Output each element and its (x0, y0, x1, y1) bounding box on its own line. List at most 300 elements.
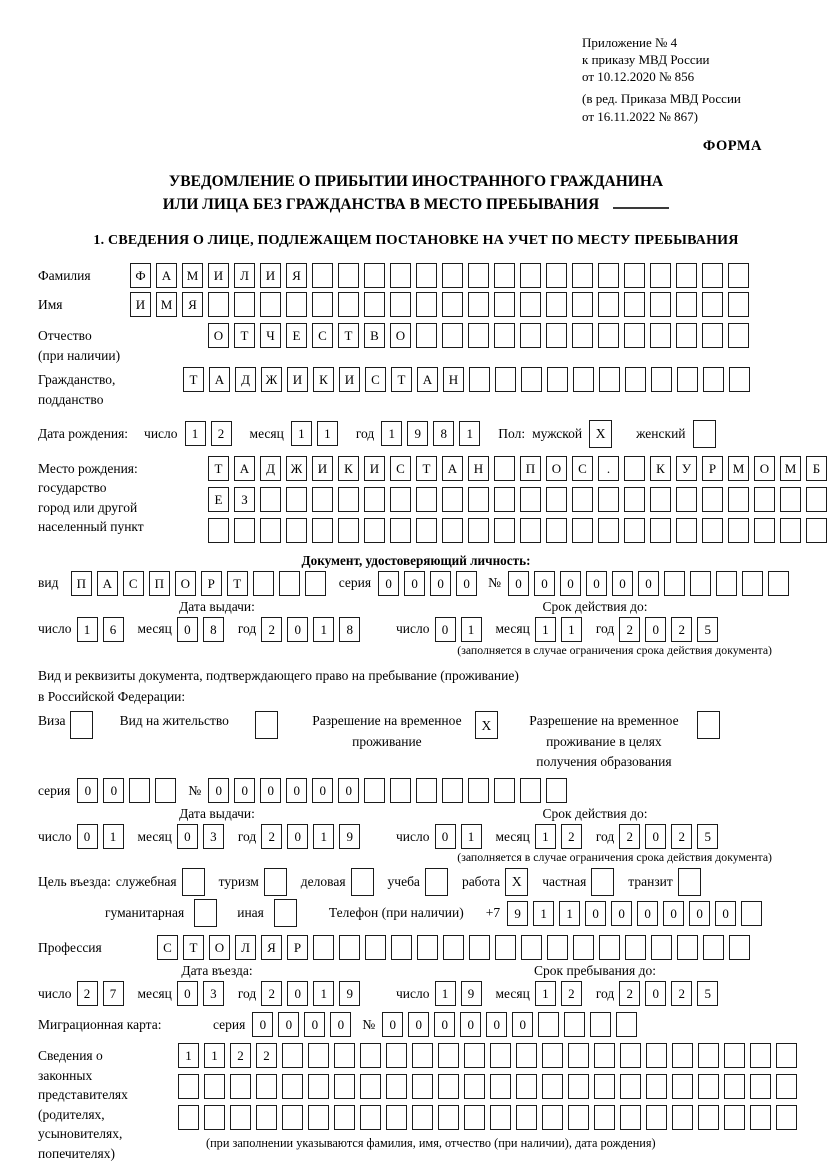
char-cell[interactable]: 0 (287, 824, 308, 849)
char-cell[interactable] (780, 487, 801, 512)
char-cell[interactable] (521, 935, 542, 960)
char-cell[interactable] (520, 518, 541, 543)
char-cell[interactable] (464, 1043, 485, 1068)
char-cell[interactable]: 6 (103, 617, 124, 642)
char-cell[interactable]: Ж (286, 456, 307, 481)
char-cell[interactable] (339, 935, 360, 960)
char-cell[interactable] (364, 518, 385, 543)
char-cell[interactable]: Д (235, 367, 256, 392)
char-cell[interactable] (650, 518, 671, 543)
char-cell[interactable]: 2 (261, 617, 282, 642)
char-cell[interactable]: А (209, 367, 230, 392)
char-cell[interactable]: 2 (671, 981, 692, 1006)
char-cell[interactable] (260, 518, 281, 543)
char-cell[interactable]: 0 (177, 981, 198, 1006)
char-cell[interactable]: 0 (508, 571, 529, 596)
char-cell[interactable] (442, 323, 463, 348)
char-cell[interactable] (594, 1105, 615, 1130)
char-cell[interactable] (468, 518, 489, 543)
char-cell[interactable] (312, 263, 333, 288)
char-cell[interactable] (494, 778, 515, 803)
char-cell[interactable]: 0 (382, 1012, 403, 1037)
char-cell[interactable]: Л (235, 935, 256, 960)
char-cell[interactable]: 5 (697, 617, 718, 642)
char-cell[interactable]: Е (286, 323, 307, 348)
char-cell[interactable]: Т (391, 367, 412, 392)
char-cell[interactable]: 1 (435, 981, 456, 1006)
char-cell[interactable] (416, 487, 437, 512)
char-cell[interactable] (741, 901, 762, 926)
char-cell[interactable] (390, 518, 411, 543)
char-cell[interactable]: 2 (561, 981, 582, 1006)
checkbox-cell[interactable] (70, 711, 93, 739)
char-cell[interactable]: 0 (585, 901, 606, 926)
char-cell[interactable] (308, 1043, 329, 1068)
char-cell[interactable] (572, 487, 593, 512)
char-cell[interactable] (724, 1074, 745, 1099)
char-cell[interactable] (520, 263, 541, 288)
char-cell[interactable]: К (338, 456, 359, 481)
char-cell[interactable] (282, 1105, 303, 1130)
char-cell[interactable] (516, 1074, 537, 1099)
char-cell[interactable] (416, 292, 437, 317)
char-cell[interactable]: П (149, 571, 170, 596)
char-cell[interactable] (729, 367, 750, 392)
char-cell[interactable] (702, 518, 723, 543)
char-cell[interactable] (208, 518, 229, 543)
char-cell[interactable] (442, 518, 463, 543)
char-cell[interactable] (520, 323, 541, 348)
char-cell[interactable]: 0 (586, 571, 607, 596)
char-cell[interactable]: Ж (261, 367, 282, 392)
char-cell[interactable]: 0 (404, 571, 425, 596)
char-cell[interactable]: Д (260, 456, 281, 481)
char-cell[interactable]: 1 (204, 1043, 225, 1068)
char-cell[interactable]: С (390, 456, 411, 481)
char-cell[interactable] (364, 778, 385, 803)
char-cell[interactable]: 0 (234, 778, 255, 803)
checkbox-cell[interactable] (351, 868, 374, 896)
char-cell[interactable]: И (130, 292, 151, 317)
char-cell[interactable]: А (97, 571, 118, 596)
char-cell[interactable] (546, 323, 567, 348)
char-cell[interactable]: Ч (260, 323, 281, 348)
char-cell[interactable]: 0 (260, 778, 281, 803)
char-cell[interactable] (360, 1043, 381, 1068)
char-cell[interactable] (599, 367, 620, 392)
char-cell[interactable]: Р (201, 571, 222, 596)
checkbox-cell[interactable] (697, 711, 720, 739)
checkbox-cell[interactable]: X (589, 420, 612, 448)
char-cell[interactable] (624, 263, 645, 288)
char-cell[interactable] (768, 571, 789, 596)
char-cell[interactable]: 2 (261, 981, 282, 1006)
char-cell[interactable] (360, 1074, 381, 1099)
char-cell[interactable] (547, 367, 568, 392)
char-cell[interactable] (651, 367, 672, 392)
char-cell[interactable] (438, 1105, 459, 1130)
char-cell[interactable] (390, 263, 411, 288)
char-cell[interactable] (546, 292, 567, 317)
char-cell[interactable] (650, 263, 671, 288)
char-cell[interactable] (624, 323, 645, 348)
char-cell[interactable] (568, 1105, 589, 1130)
char-cell[interactable] (776, 1043, 797, 1068)
checkbox-cell[interactable] (255, 711, 278, 739)
char-cell[interactable] (546, 778, 567, 803)
char-cell[interactable] (728, 487, 749, 512)
char-cell[interactable]: 0 (512, 1012, 533, 1037)
char-cell[interactable] (728, 518, 749, 543)
char-cell[interactable]: 0 (330, 1012, 351, 1037)
char-cell[interactable]: 1 (313, 981, 334, 1006)
char-cell[interactable]: 0 (637, 901, 658, 926)
char-cell[interactable] (155, 778, 176, 803)
char-cell[interactable] (546, 263, 567, 288)
char-cell[interactable] (677, 367, 698, 392)
char-cell[interactable] (724, 1105, 745, 1130)
char-cell[interactable]: 0 (286, 778, 307, 803)
char-cell[interactable]: 2 (211, 421, 232, 446)
char-cell[interactable]: Т (227, 571, 248, 596)
char-cell[interactable]: 7 (103, 981, 124, 1006)
char-cell[interactable] (625, 935, 646, 960)
char-cell[interactable]: Б (806, 456, 827, 481)
char-cell[interactable]: Т (183, 367, 204, 392)
char-cell[interactable]: Н (443, 367, 464, 392)
char-cell[interactable] (780, 518, 801, 543)
char-cell[interactable]: С (157, 935, 178, 960)
char-cell[interactable] (676, 323, 697, 348)
char-cell[interactable]: 0 (287, 617, 308, 642)
char-cell[interactable] (624, 456, 645, 481)
char-cell[interactable]: 1 (313, 617, 334, 642)
char-cell[interactable] (572, 323, 593, 348)
char-cell[interactable]: 8 (203, 617, 224, 642)
char-cell[interactable] (677, 935, 698, 960)
char-cell[interactable] (650, 487, 671, 512)
char-cell[interactable] (386, 1105, 407, 1130)
char-cell[interactable] (646, 1074, 667, 1099)
char-cell[interactable] (646, 1105, 667, 1130)
char-cell[interactable] (754, 487, 775, 512)
char-cell[interactable] (620, 1074, 641, 1099)
char-cell[interactable] (204, 1074, 225, 1099)
char-cell[interactable] (599, 935, 620, 960)
char-cell[interactable] (313, 935, 334, 960)
char-cell[interactable] (495, 935, 516, 960)
char-cell[interactable] (516, 1043, 537, 1068)
char-cell[interactable] (598, 292, 619, 317)
char-cell[interactable] (542, 1043, 563, 1068)
char-cell[interactable] (468, 263, 489, 288)
char-cell[interactable] (598, 263, 619, 288)
char-cell[interactable] (442, 263, 463, 288)
char-cell[interactable]: К (650, 456, 671, 481)
char-cell[interactable]: 9 (339, 824, 360, 849)
char-cell[interactable]: С (123, 571, 144, 596)
char-cell[interactable] (286, 487, 307, 512)
char-cell[interactable] (365, 935, 386, 960)
char-cell[interactable] (728, 263, 749, 288)
char-cell[interactable] (129, 778, 150, 803)
char-cell[interactable] (728, 323, 749, 348)
char-cell[interactable]: И (312, 456, 333, 481)
char-cell[interactable] (438, 1074, 459, 1099)
char-cell[interactable] (286, 518, 307, 543)
char-cell[interactable] (806, 487, 827, 512)
char-cell[interactable]: 0 (430, 571, 451, 596)
char-cell[interactable] (625, 367, 646, 392)
char-cell[interactable] (716, 571, 737, 596)
char-cell[interactable]: А (442, 456, 463, 481)
checkbox-cell[interactable] (194, 899, 217, 927)
char-cell[interactable] (204, 1105, 225, 1130)
char-cell[interactable] (412, 1074, 433, 1099)
char-cell[interactable] (338, 263, 359, 288)
char-cell[interactable] (598, 323, 619, 348)
char-cell[interactable]: 1 (77, 617, 98, 642)
char-cell[interactable]: О (390, 323, 411, 348)
checkbox-cell[interactable] (182, 868, 205, 896)
char-cell[interactable]: 5 (697, 981, 718, 1006)
char-cell[interactable]: 0 (638, 571, 659, 596)
char-cell[interactable] (260, 292, 281, 317)
char-cell[interactable] (672, 1105, 693, 1130)
char-cell[interactable]: . (598, 456, 619, 481)
char-cell[interactable] (256, 1105, 277, 1130)
char-cell[interactable] (386, 1043, 407, 1068)
char-cell[interactable]: 1 (461, 617, 482, 642)
char-cell[interactable]: О (546, 456, 567, 481)
char-cell[interactable]: Т (234, 323, 255, 348)
char-cell[interactable]: 1 (103, 824, 124, 849)
char-cell[interactable] (703, 367, 724, 392)
char-cell[interactable] (442, 778, 463, 803)
char-cell[interactable]: М (728, 456, 749, 481)
checkbox-cell[interactable] (678, 868, 701, 896)
char-cell[interactable]: 9 (407, 421, 428, 446)
char-cell[interactable]: У (676, 456, 697, 481)
char-cell[interactable] (386, 1074, 407, 1099)
char-cell[interactable] (564, 1012, 585, 1037)
char-cell[interactable] (698, 1105, 719, 1130)
char-cell[interactable] (650, 323, 671, 348)
char-cell[interactable]: К (313, 367, 334, 392)
char-cell[interactable]: 2 (619, 824, 640, 849)
char-cell[interactable] (646, 1043, 667, 1068)
char-cell[interactable]: 0 (534, 571, 555, 596)
char-cell[interactable] (308, 1105, 329, 1130)
char-cell[interactable] (338, 518, 359, 543)
char-cell[interactable] (468, 778, 489, 803)
char-cell[interactable] (416, 518, 437, 543)
char-cell[interactable] (494, 518, 515, 543)
char-cell[interactable] (742, 571, 763, 596)
char-cell[interactable]: О (754, 456, 775, 481)
char-cell[interactable] (538, 1012, 559, 1037)
char-cell[interactable]: 1 (535, 617, 556, 642)
char-cell[interactable] (698, 1074, 719, 1099)
char-cell[interactable]: О (208, 323, 229, 348)
char-cell[interactable] (494, 456, 515, 481)
char-cell[interactable]: 1 (561, 617, 582, 642)
char-cell[interactable] (364, 263, 385, 288)
char-cell[interactable]: 8 (339, 617, 360, 642)
char-cell[interactable] (651, 935, 672, 960)
char-cell[interactable]: 0 (378, 571, 399, 596)
char-cell[interactable] (616, 1012, 637, 1037)
char-cell[interactable]: 2 (230, 1043, 251, 1068)
char-cell[interactable]: О (209, 935, 230, 960)
char-cell[interactable]: Т (338, 323, 359, 348)
char-cell[interactable] (442, 292, 463, 317)
char-cell[interactable] (468, 292, 489, 317)
char-cell[interactable]: 0 (689, 901, 710, 926)
char-cell[interactable]: 0 (611, 901, 632, 926)
char-cell[interactable] (468, 323, 489, 348)
char-cell[interactable] (594, 1043, 615, 1068)
char-cell[interactable] (360, 1105, 381, 1130)
char-cell[interactable]: О (175, 571, 196, 596)
char-cell[interactable]: П (520, 456, 541, 481)
char-cell[interactable]: 2 (77, 981, 98, 1006)
char-cell[interactable]: 3 (203, 981, 224, 1006)
char-cell[interactable]: 1 (461, 824, 482, 849)
char-cell[interactable] (494, 487, 515, 512)
char-cell[interactable]: 2 (671, 824, 692, 849)
char-cell[interactable] (490, 1043, 511, 1068)
char-cell[interactable]: 0 (715, 901, 736, 926)
char-cell[interactable]: И (364, 456, 385, 481)
char-cell[interactable] (754, 518, 775, 543)
char-cell[interactable] (390, 292, 411, 317)
char-cell[interactable] (234, 292, 255, 317)
char-cell[interactable]: 0 (645, 981, 666, 1006)
char-cell[interactable]: Е (208, 487, 229, 512)
char-cell[interactable] (750, 1043, 771, 1068)
char-cell[interactable] (806, 518, 827, 543)
char-cell[interactable]: 1 (533, 901, 554, 926)
char-cell[interactable] (178, 1105, 199, 1130)
char-cell[interactable]: И (260, 263, 281, 288)
char-cell[interactable] (390, 487, 411, 512)
checkbox-cell[interactable]: X (505, 868, 528, 896)
char-cell[interactable]: 2 (619, 617, 640, 642)
char-cell[interactable] (676, 518, 697, 543)
char-cell[interactable]: 2 (256, 1043, 277, 1068)
char-cell[interactable]: 0 (77, 778, 98, 803)
char-cell[interactable] (521, 367, 542, 392)
char-cell[interactable]: А (156, 263, 177, 288)
char-cell[interactable]: С (365, 367, 386, 392)
char-cell[interactable]: З (234, 487, 255, 512)
char-cell[interactable] (620, 1043, 641, 1068)
char-cell[interactable]: 3 (203, 824, 224, 849)
char-cell[interactable]: И (339, 367, 360, 392)
checkbox-cell[interactable] (425, 868, 448, 896)
char-cell[interactable]: 0 (612, 571, 633, 596)
char-cell[interactable] (305, 571, 326, 596)
char-cell[interactable]: 0 (460, 1012, 481, 1037)
char-cell[interactable]: Т (416, 456, 437, 481)
checkbox-cell[interactable] (274, 899, 297, 927)
char-cell[interactable]: 1 (317, 421, 338, 446)
char-cell[interactable]: Н (468, 456, 489, 481)
char-cell[interactable] (702, 292, 723, 317)
char-cell[interactable] (620, 1105, 641, 1130)
char-cell[interactable]: 0 (252, 1012, 273, 1037)
char-cell[interactable] (338, 487, 359, 512)
char-cell[interactable] (542, 1105, 563, 1130)
char-cell[interactable] (468, 487, 489, 512)
char-cell[interactable] (253, 571, 274, 596)
char-cell[interactable] (391, 935, 412, 960)
char-cell[interactable] (416, 778, 437, 803)
char-cell[interactable]: 9 (507, 901, 528, 926)
char-cell[interactable] (208, 292, 229, 317)
char-cell[interactable] (702, 323, 723, 348)
char-cell[interactable]: 0 (338, 778, 359, 803)
char-cell[interactable]: 0 (177, 617, 198, 642)
char-cell[interactable] (676, 263, 697, 288)
char-cell[interactable]: 1 (313, 824, 334, 849)
char-cell[interactable]: 1 (459, 421, 480, 446)
char-cell[interactable] (573, 935, 594, 960)
char-cell[interactable]: 0 (486, 1012, 507, 1037)
char-cell[interactable]: 0 (103, 778, 124, 803)
char-cell[interactable] (260, 487, 281, 512)
char-cell[interactable] (676, 487, 697, 512)
char-cell[interactable]: 0 (304, 1012, 325, 1037)
char-cell[interactable]: 0 (177, 824, 198, 849)
char-cell[interactable] (234, 518, 255, 543)
title-blank-underline[interactable] (613, 195, 669, 209)
char-cell[interactable] (572, 263, 593, 288)
char-cell[interactable] (464, 1074, 485, 1099)
char-cell[interactable] (416, 323, 437, 348)
char-cell[interactable]: 0 (456, 571, 477, 596)
char-cell[interactable] (664, 571, 685, 596)
char-cell[interactable]: Л (234, 263, 255, 288)
char-cell[interactable]: М (156, 292, 177, 317)
char-cell[interactable] (572, 518, 593, 543)
char-cell[interactable]: 0 (278, 1012, 299, 1037)
char-cell[interactable]: И (208, 263, 229, 288)
char-cell[interactable] (724, 1043, 745, 1068)
char-cell[interactable] (312, 292, 333, 317)
char-cell[interactable]: В (364, 323, 385, 348)
char-cell[interactable]: М (780, 456, 801, 481)
char-cell[interactable]: 0 (560, 571, 581, 596)
char-cell[interactable]: С (312, 323, 333, 348)
char-cell[interactable]: Я (286, 263, 307, 288)
char-cell[interactable] (547, 935, 568, 960)
char-cell[interactable] (334, 1074, 355, 1099)
char-cell[interactable]: 1 (535, 981, 556, 1006)
char-cell[interactable] (520, 778, 541, 803)
char-cell[interactable]: 0 (287, 981, 308, 1006)
char-cell[interactable]: Р (702, 456, 723, 481)
char-cell[interactable]: 0 (663, 901, 684, 926)
char-cell[interactable] (178, 1074, 199, 1099)
char-cell[interactable]: Я (182, 292, 203, 317)
char-cell[interactable] (412, 1043, 433, 1068)
char-cell[interactable]: 0 (435, 617, 456, 642)
char-cell[interactable] (546, 487, 567, 512)
char-cell[interactable]: Ф (130, 263, 151, 288)
char-cell[interactable] (568, 1074, 589, 1099)
